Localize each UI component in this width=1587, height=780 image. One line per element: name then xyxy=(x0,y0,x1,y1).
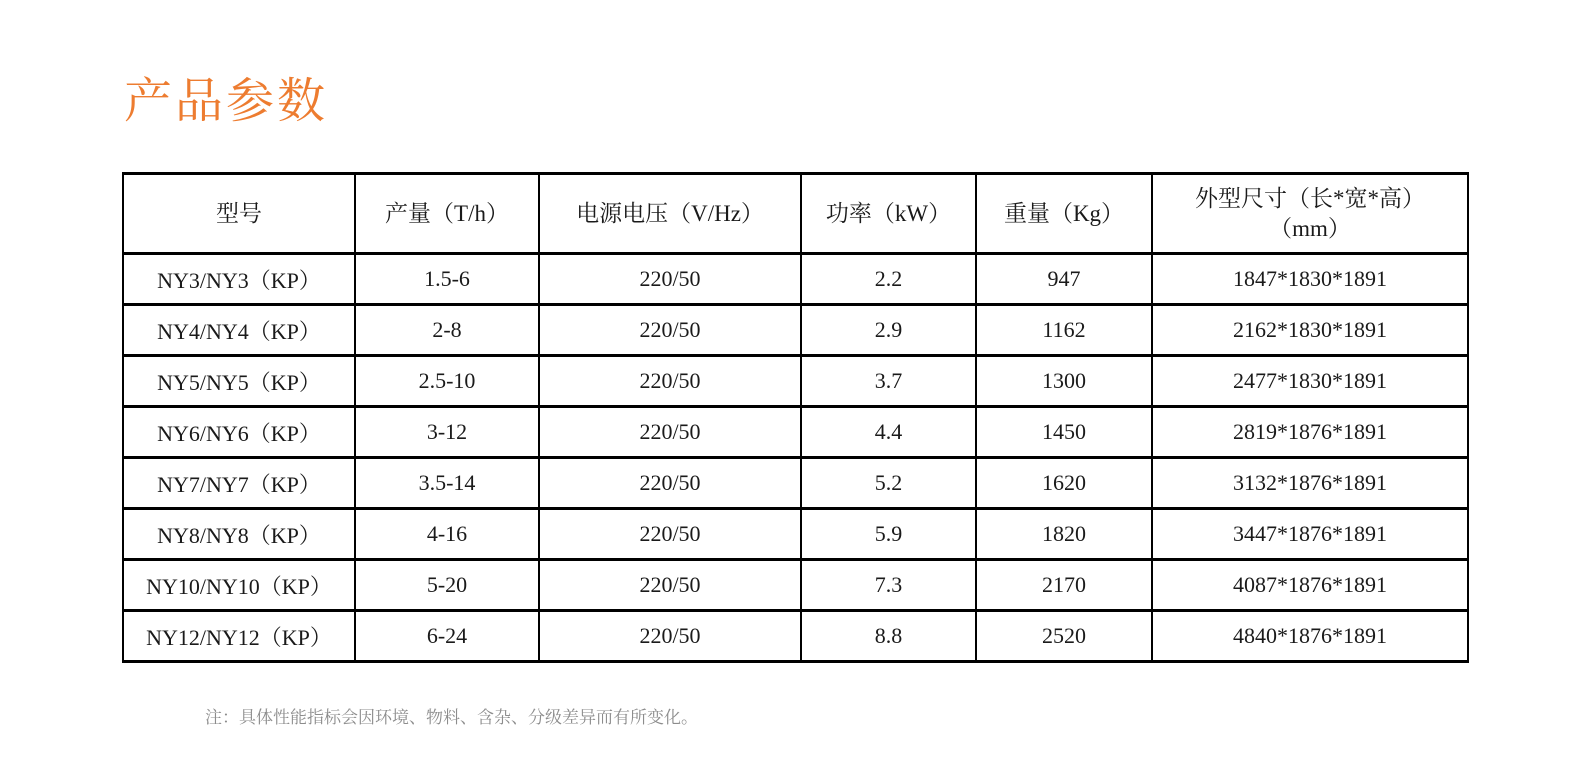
table-cell: 4.4 xyxy=(801,407,976,458)
table-cell: 1300 xyxy=(976,356,1152,407)
table-header-row xyxy=(123,174,1468,254)
table-cell: 1820 xyxy=(976,509,1152,560)
footnote: 注：具体性能指标会因环境、物料、含杂、分级差异而有所变化。 xyxy=(205,708,698,727)
table-cell: 3132*1876*1891 xyxy=(1152,458,1468,509)
table-cell: NY8/NY8（KP） xyxy=(123,509,355,560)
column-header-sublabel: （mm） xyxy=(1269,215,1351,241)
table-cell: NY10/NY10（KP） xyxy=(123,560,355,611)
table-cell: 220/50 xyxy=(539,305,801,356)
table-cell: 5-20 xyxy=(355,560,539,611)
table-cell: NY6/NY6（KP） xyxy=(123,407,355,458)
table-row xyxy=(123,611,1468,662)
table-cell: 1847*1830*1891 xyxy=(1152,254,1468,305)
table-cell: 4840*1876*1891 xyxy=(1152,611,1468,662)
table-cell: 220/50 xyxy=(539,560,801,611)
table-cell: 3.7 xyxy=(801,356,976,407)
table-cell: 1162 xyxy=(976,305,1152,356)
table-cell: 1450 xyxy=(976,407,1152,458)
table-body xyxy=(123,254,1468,662)
table-cell: 2170 xyxy=(976,560,1152,611)
table-cell: 2.9 xyxy=(801,305,976,356)
table-cell: 947 xyxy=(976,254,1152,305)
column-header-power xyxy=(801,174,976,254)
table-row xyxy=(123,509,1468,560)
table-row xyxy=(123,356,1468,407)
column-header-dimensions xyxy=(1152,174,1468,254)
column-header-model xyxy=(123,174,355,254)
column-header-label: 重量（Kg） xyxy=(1003,200,1125,226)
table-cell: 4087*1876*1891 xyxy=(1152,560,1468,611)
table-cell: NY4/NY4（KP） xyxy=(123,305,355,356)
table-cell: 2162*1830*1891 xyxy=(1152,305,1468,356)
table-row xyxy=(123,560,1468,611)
table-cell: 2-8 xyxy=(355,305,539,356)
table-cell: 3-12 xyxy=(355,407,539,458)
column-header-label: 外型尺寸（长*宽*高） xyxy=(1195,185,1425,211)
table-cell: 2.2 xyxy=(801,254,976,305)
column-header-label: 功率（kW） xyxy=(825,200,952,226)
table-cell: 4-16 xyxy=(355,509,539,560)
column-header-weight xyxy=(976,174,1152,254)
table-row xyxy=(123,254,1468,305)
table-cell: 5.9 xyxy=(801,509,976,560)
table-cell: 5.2 xyxy=(801,458,976,509)
table-cell: NY5/NY5（KP） xyxy=(123,356,355,407)
table-cell: 8.8 xyxy=(801,611,976,662)
table-cell: 220/50 xyxy=(539,254,801,305)
table-cell: 220/50 xyxy=(539,509,801,560)
table-cell: 2477*1830*1891 xyxy=(1152,356,1468,407)
table-cell: 2819*1876*1891 xyxy=(1152,407,1468,458)
column-header-label: 型号 xyxy=(216,200,262,226)
table-cell: 220/50 xyxy=(539,458,801,509)
page-title: 产品参数 xyxy=(124,75,329,128)
table-cell: 1620 xyxy=(976,458,1152,509)
table-cell: 2.5-10 xyxy=(355,356,539,407)
table-cell: 220/50 xyxy=(539,356,801,407)
table-cell: 2520 xyxy=(976,611,1152,662)
table-cell: 7.3 xyxy=(801,560,976,611)
table-row xyxy=(123,407,1468,458)
table-row xyxy=(123,458,1468,509)
column-header-voltage xyxy=(539,174,801,254)
column-header-output xyxy=(355,174,539,254)
column-header-label: 产量（T/h） xyxy=(385,200,509,226)
product-spec-table xyxy=(122,172,1469,663)
table-cell: 220/50 xyxy=(539,407,801,458)
table-cell: NY12/NY12（KP） xyxy=(123,611,355,662)
column-header-label: 电源电压（V/Hz） xyxy=(576,200,764,226)
table-cell: NY7/NY7（KP） xyxy=(123,458,355,509)
table-cell: 220/50 xyxy=(539,611,801,662)
table-cell: 3.5-14 xyxy=(355,458,539,509)
table-cell: 1.5-6 xyxy=(355,254,539,305)
table-row xyxy=(123,305,1468,356)
table-cell: 3447*1876*1891 xyxy=(1152,509,1468,560)
table-header xyxy=(123,174,1468,254)
table-cell: NY3/NY3（KP） xyxy=(123,254,355,305)
table-cell: 6-24 xyxy=(355,611,539,662)
